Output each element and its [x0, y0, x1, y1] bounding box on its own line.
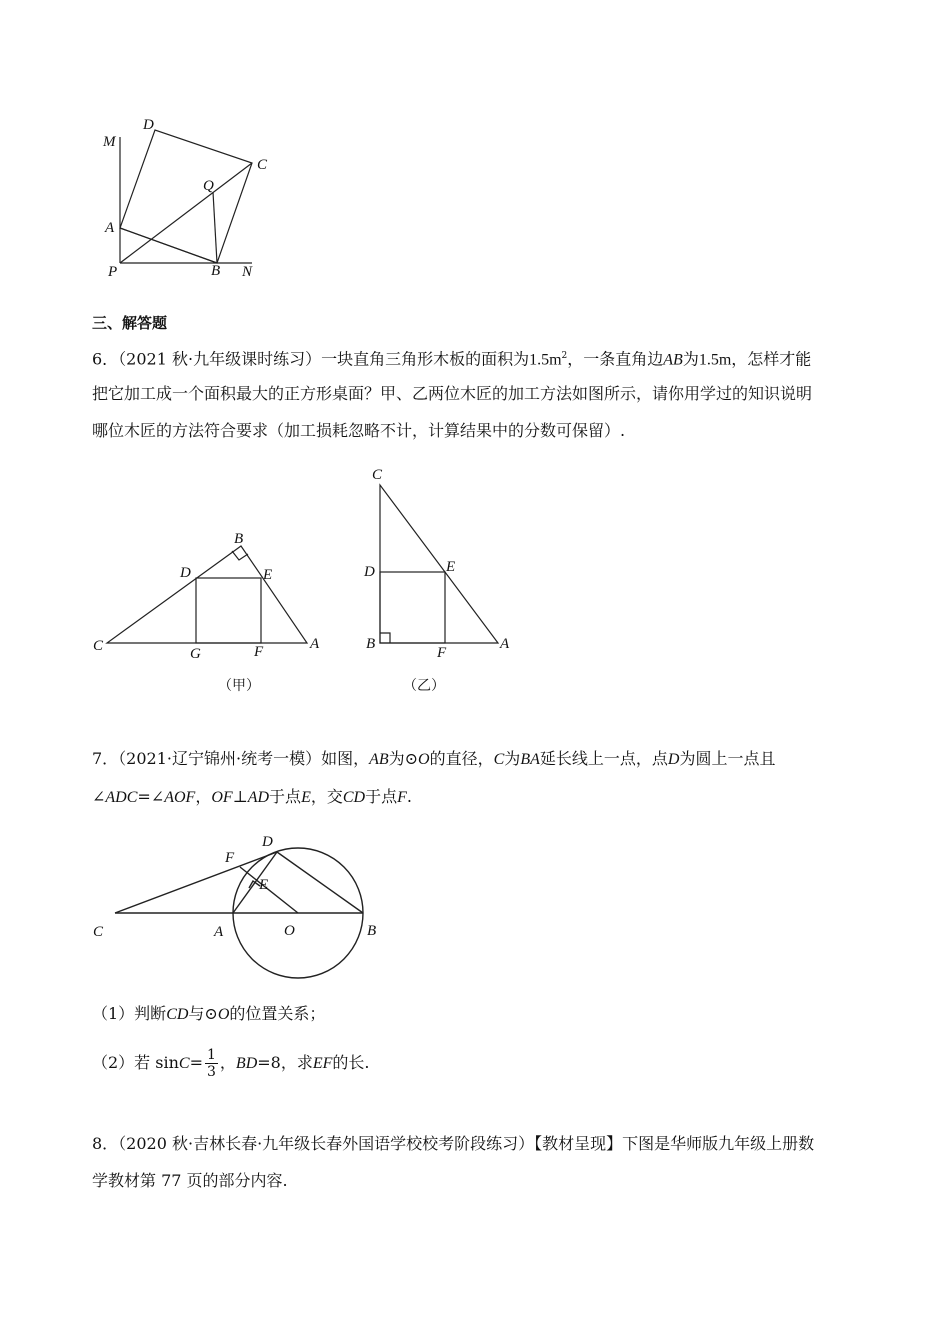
q6-line-3: 哪位木匠的方法符合要求（加工损耗忽略不计，计算结果中的分数可保留）.	[92, 421, 626, 440]
label-b: B	[234, 531, 244, 547]
label-o: O	[284, 923, 295, 939]
section-heading: 三、解答题	[92, 314, 168, 332]
caption-jia: （甲）	[218, 678, 260, 694]
label-e: E	[263, 567, 273, 583]
q7-sub2: （2）若 sinC= $\frac{1}{3}$ ，BD=8，求EF的长.	[92, 1047, 370, 1080]
q8-line-2: 学教材第 77 页的部分内容.	[92, 1171, 288, 1190]
label-e: E	[259, 877, 269, 893]
label-n: N	[242, 264, 253, 280]
figure-square-abcd	[95, 112, 285, 287]
label-c: C	[372, 467, 383, 483]
label-g: G	[190, 646, 201, 662]
label-f: F	[437, 645, 447, 661]
label-f: F	[254, 644, 264, 660]
q6-line-1: 6．（2021 秋·九年级课时练习）一块直角三角形木板的面积为$1.5m^2$，一条直角边AB为1.5m，怎样才能	[92, 349, 812, 369]
q8-line-1: 8．（2020 秋·吉林长春·九年级长春外国语学校校考阶段练习）【教材呈现】下图是华师版九年级上册数	[92, 1134, 815, 1153]
fraction-one-third: $\frac{1}{3}$	[206, 1047, 216, 1080]
label-q: Q	[203, 178, 214, 194]
label-c: C	[93, 638, 104, 654]
figure-circle	[88, 822, 388, 987]
label-b: B	[211, 263, 221, 279]
figure-yi	[360, 460, 520, 700]
label-f: F	[225, 850, 235, 866]
label-p: P	[108, 264, 118, 280]
figure-jia	[88, 525, 328, 700]
label-d: D	[262, 834, 273, 850]
label-d: D	[364, 564, 375, 580]
q7-line-2: ∠ADC=∠AOF，OF⊥AD于点E，交CD于点F.	[92, 787, 412, 806]
caption-yi: （乙）	[403, 678, 445, 694]
label-b: B	[366, 636, 376, 652]
label-a: A	[214, 924, 224, 940]
label-m: M	[103, 134, 116, 150]
label-a: A	[105, 220, 115, 236]
q7-line-1: 7．（2021·辽宁锦州·统考一模）如图，AB为⊙O的直径，C为BA延长线上一点，点D为圆上一点且	[92, 749, 776, 768]
label-c: C	[93, 924, 104, 940]
label-a: A	[310, 636, 320, 652]
label-c: C	[257, 157, 268, 173]
label-a: A	[500, 636, 510, 652]
label-e: E	[446, 559, 456, 575]
label-b: B	[367, 923, 377, 939]
label-d: D	[180, 565, 191, 581]
q6-line-2: 把它加工成一个面积最大的正方形桌面？甲、乙两位木匠的加工方法如图所示，请你用学过的知识说明	[92, 384, 813, 403]
q7-sub1: （1）判断CD与⊙O的位置关系；	[92, 1004, 326, 1023]
label-d: D	[143, 117, 154, 133]
